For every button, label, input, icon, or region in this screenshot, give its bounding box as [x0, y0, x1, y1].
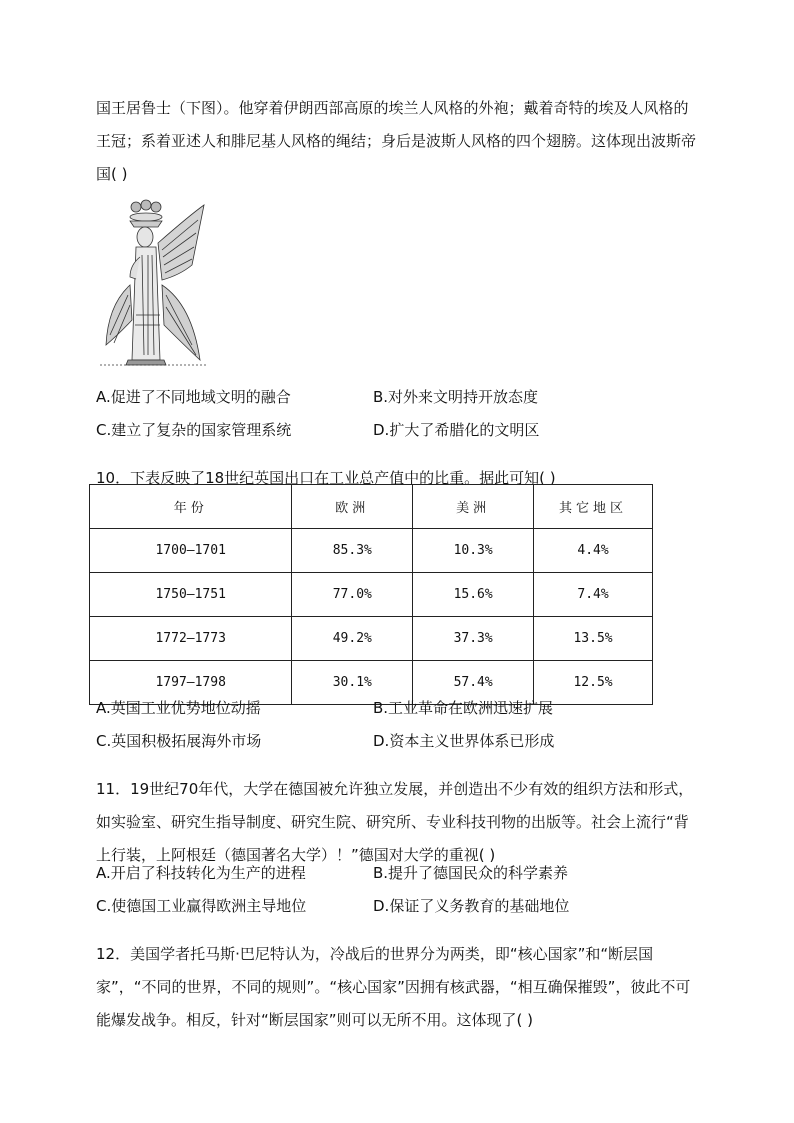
option-10b: B.工业革命在欧洲迅速扩展	[373, 699, 554, 717]
cell-europe: 30.1%	[292, 661, 413, 705]
option-11d: D.保证了义务教育的基础地位	[373, 897, 570, 915]
option-10a: A.英国工业优势地位动摇	[96, 699, 261, 717]
question-9-options	[96, 381, 696, 447]
option-11c: C.使德国工业赢得欧洲主导地位	[96, 897, 307, 915]
header-other: 其它地区	[534, 485, 653, 529]
cell-europe: 49.2%	[292, 617, 413, 661]
cell-americas: 10.3%	[413, 529, 534, 573]
question-9-stem: 国王居鲁士（下图）。他穿着伊朗西部高原的埃兰人风格的外袍；戴着奇特的埃及人风格的王冠；系着亚述人和腓尼基人风格的绳结；身后是波斯人风格的四个翅膀。这体现出波斯帝国( )	[96, 99, 697, 183]
option-10c: C.英国积极拓展海外市场	[96, 732, 262, 750]
cell-year: 1772—1773	[90, 617, 292, 661]
option-11b: B.提升了德国民众的科学素养	[373, 864, 569, 882]
cell-europe: 77.0%	[292, 573, 413, 617]
option-9b: B.对外来文明持开放态度	[373, 388, 539, 406]
option-11a: A.开启了科技转化为生产的进程	[96, 864, 306, 882]
option-9c: C.建立了复杂的国家管理系统	[96, 421, 292, 439]
cell-other: 4.4%	[534, 529, 653, 573]
export-share-table	[89, 484, 653, 705]
option-10d: D.资本主义世界体系已形成	[373, 732, 555, 750]
question-11-options	[96, 857, 696, 923]
option-9d: D.扩大了希腊化的文明区	[373, 421, 540, 439]
cell-americas: 37.3%	[413, 617, 534, 661]
cell-year: 1797—1798	[90, 661, 292, 705]
header-year: 年份	[90, 485, 292, 529]
option-9a: A.促进了不同地域文明的融合	[96, 388, 291, 406]
table-row	[90, 617, 653, 661]
cell-americas: 57.4%	[413, 661, 534, 705]
cell-year: 1750—1751	[90, 573, 292, 617]
winged-figure-drawing	[100, 195, 208, 370]
question-10-stem: 10．下表反映了18世纪英国出口在工业总产值中的比重。据此可知( )	[96, 469, 556, 487]
cell-other: 12.5%	[534, 661, 653, 705]
question-11-stem: 11．19世纪70年代，大学在德国被允许独立发展，并创造出不少有效的组织方法和形式，如实验室、研究生指导制度、研究生院、研究所、专业科技刊物的出版等。社会上流行“背上行装，上阿根廷（德国著名大学）！”德国对大学的重视( )	[96, 780, 694, 864]
header-europe: 欧洲	[292, 485, 413, 529]
header-americas: 美洲	[413, 485, 534, 529]
table-header-row	[90, 485, 653, 529]
cell-other: 7.4%	[534, 573, 653, 617]
table-row	[90, 529, 653, 573]
question-10-options	[96, 692, 696, 758]
table-row	[90, 573, 653, 617]
question-12-stem: 12．美国学者托马斯·巴尼特认为，冷战后的世界分为两类，即“核心国家”和“断层国家”，“不同的世界，不同的规则”。“核心国家”因拥有核武器，“相互确保摧毁”，彼此不可能爆发战争。相反，针对“断层国家”则可以无所不用。这体现了( )	[96, 945, 691, 1029]
cell-other: 13.5%	[534, 617, 653, 661]
cell-europe: 85.3%	[292, 529, 413, 573]
cell-year: 1700—1701	[90, 529, 292, 573]
cyrus-relief-illustration	[100, 195, 208, 370]
cell-americas: 15.6%	[413, 573, 534, 617]
